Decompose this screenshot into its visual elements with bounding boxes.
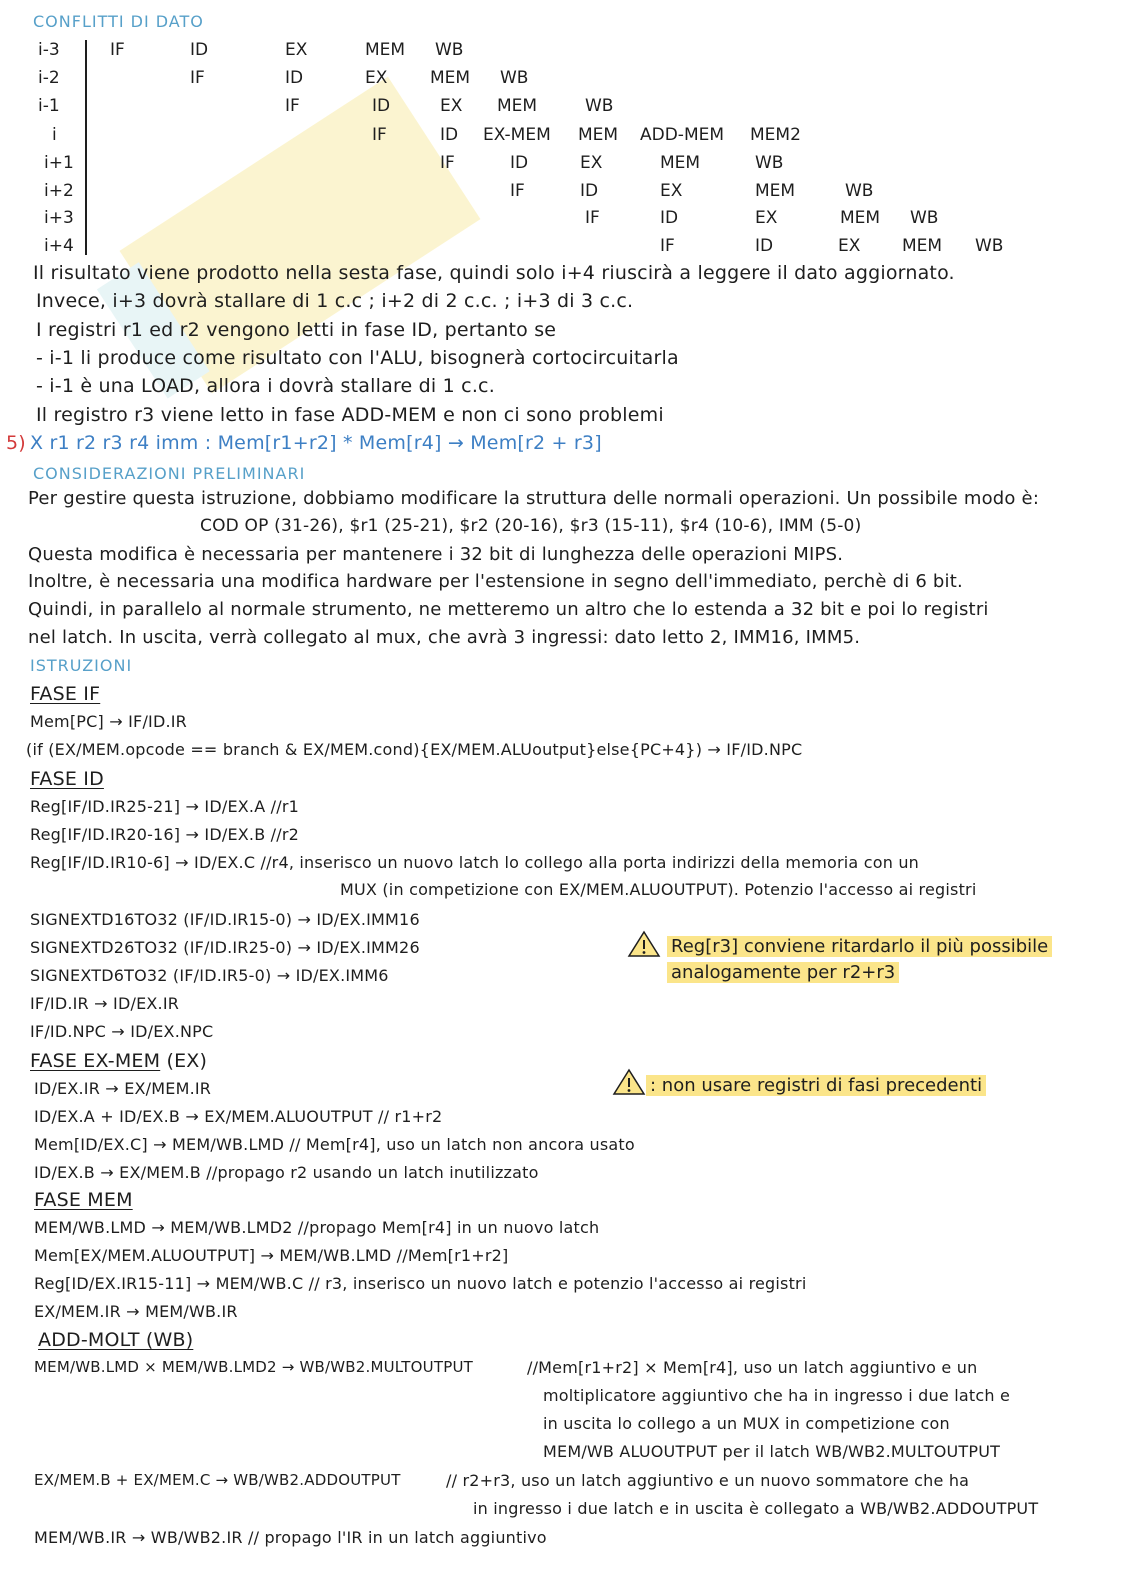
pipeline-stage: IF bbox=[285, 96, 300, 116]
phase-id-line-4: MUX (in competizione con EX/MEM.ALUOUTPUT). Potenzio l'accesso ai registri bbox=[340, 880, 977, 899]
phase-ex-line-4: ID/EX.B → EX/MEM.B //propago r2 usando un latch inutilizzato bbox=[34, 1163, 539, 1182]
pipeline-stage: ID bbox=[755, 236, 774, 256]
pipeline-stage: ID bbox=[510, 153, 529, 173]
pipeline-stage: MEM bbox=[902, 236, 943, 256]
pipeline-row-label: i+3 bbox=[44, 208, 74, 228]
prelim-line-4: Inoltre, è necessaria una modifica hardware per l'estensione in segno dell'immediato, perchè di 6 bit. bbox=[28, 571, 963, 592]
pipeline-stage: EX bbox=[755, 208, 778, 228]
pipeline-row-label: i-2 bbox=[38, 68, 60, 88]
section-title-prelim: CONSIDERAZIONI PRELIMINARI bbox=[33, 464, 306, 483]
section-title-conflicts: CONFLITTI DI DATO bbox=[33, 12, 204, 31]
phase-add-comment-1c: in uscita lo collego a un MUX in competizione con bbox=[543, 1414, 950, 1433]
prelim-line-6: nel latch. In uscita, verrà collegato al mux, che avrà 3 ingressi: dato letto 2, IMM16, IMM5. bbox=[28, 627, 861, 648]
note-r2-r3: analogamente per r2+r3 bbox=[667, 962, 899, 983]
phase-id-line-9: IF/ID.NPC → ID/EX.NPC bbox=[30, 1022, 214, 1041]
phase-if-title: FASE IF bbox=[30, 683, 101, 705]
pipeline-stage: EX-MEM bbox=[483, 125, 551, 145]
phase-ex-title: FASE EX-MEM bbox=[30, 1050, 161, 1072]
phase-add-line-1: MEM/WB.LMD × MEM/WB.LMD2 → WB/WB2.MULTOUTPUT bbox=[34, 1358, 473, 1376]
table-divider bbox=[85, 40, 87, 255]
pipeline-stage: IF bbox=[585, 208, 600, 228]
exercise-number: 5) bbox=[6, 432, 26, 454]
pipeline-stage: IF bbox=[372, 125, 387, 145]
phase-add-comment-2a: // r2+r3, uso un latch aggiuntivo e un nuovo sommatore che ha bbox=[446, 1471, 970, 1490]
prelim-line-1: Per gestire questa istruzione, dobbiamo modificare la struttura delle normali operazioni. Un possibile modo è: bbox=[28, 488, 1040, 509]
phase-ex-line-2: ID/EX.A + ID/EX.B → EX/MEM.ALUOUTPUT // r1+r2 bbox=[34, 1107, 443, 1126]
pipeline-stage: EX bbox=[580, 153, 603, 173]
phase-if-line-2: (if (EX/MEM.opcode == branch & EX/MEM.cond){EX/MEM.ALUoutput}else{PC+4}) → IF/ID.NPC bbox=[26, 740, 803, 759]
phase-mem-line-4: EX/MEM.IR → MEM/WB.IR bbox=[34, 1302, 238, 1321]
pipeline-stage: ID bbox=[190, 40, 209, 60]
note-reg-r3: Reg[r3] conviene ritardarlo il più possibile bbox=[667, 936, 1052, 957]
phase-id-line-7: SIGNEXTD6TO32 (IF/ID.IR5-0) → ID/EX.IMM6 bbox=[30, 966, 389, 985]
analysis-line-2: Invece, i+3 dovrà stallare di 1 c.c ; i+2 di 2 c.c. ; i+3 di 3 c.c. bbox=[36, 290, 634, 312]
phase-id-line-3: Reg[IF/ID.IR10-6] → ID/EX.C //r4, inserisco un nuovo latch lo collego alla porta indirizzi della memoria con un bbox=[30, 853, 920, 872]
analysis-line-4: - i-1 li produce come risultato con l'ALU, bisognerà cortocircuitarla bbox=[36, 347, 679, 369]
phase-ex-suffix: (EX) bbox=[166, 1050, 208, 1072]
phase-mem-line-3: Reg[ID/EX.IR15-11] → MEM/WB.C // r3, inserisco un nuovo latch e potenzio l'accesso ai registri bbox=[34, 1274, 807, 1293]
phase-add-comment-2b: in ingresso i due latch e in uscita è collegato a WB/WB2.ADDOUTPUT bbox=[473, 1499, 1039, 1518]
pipeline-stage: EX bbox=[440, 96, 463, 116]
analysis-line-5: - i-1 è una LOAD, allora i dovrà stallare di 1 c.c. bbox=[36, 375, 495, 397]
pipeline-stage: EX bbox=[365, 68, 388, 88]
pipeline-stage: IF bbox=[660, 236, 675, 256]
prelim-format: COD OP (31-26), $r1 (25-21), $r2 (20-16), $r3 (15-11), $r4 (10-6), IMM (5-0) bbox=[200, 516, 862, 536]
phase-id-line-1: Reg[IF/ID.IR25-21] → ID/EX.A //r1 bbox=[30, 797, 299, 816]
pipeline-row-label: i+2 bbox=[44, 181, 74, 201]
pipeline-stage: MEM bbox=[365, 40, 406, 60]
pipeline-stage: WB bbox=[585, 96, 614, 116]
note-registri: : non usare registri di fasi precedenti bbox=[646, 1075, 986, 1096]
pipeline-row-label: i+1 bbox=[44, 153, 74, 173]
pipeline-row-label: i+4 bbox=[44, 236, 74, 256]
phase-mem-line-2: Mem[EX/MEM.ALUOUTPUT] → MEM/WB.LMD //Mem[r1+r2] bbox=[34, 1246, 509, 1265]
phase-id-line-8: IF/ID.IR → ID/EX.IR bbox=[30, 994, 180, 1013]
pipeline-stage: WB bbox=[975, 236, 1004, 256]
phase-add-comment-1b: moltiplicatore aggiuntivo che ha in ingresso i due latch e bbox=[543, 1386, 1010, 1405]
pipeline-row-label: i-3 bbox=[38, 40, 60, 60]
phase-id-title: FASE ID bbox=[30, 768, 104, 790]
warning-icon bbox=[627, 930, 661, 958]
phase-id-line-2: Reg[IF/ID.IR20-16] → ID/EX.B //r2 bbox=[30, 825, 300, 844]
pipeline-stage: EX bbox=[285, 40, 308, 60]
phase-add-comment-1a: //Mem[r1+r2] × Mem[r4], uso un latch aggiuntivo e un bbox=[527, 1358, 978, 1377]
pipeline-stage: ID bbox=[372, 96, 391, 116]
phase-ex-line-1: ID/EX.IR → EX/MEM.IR bbox=[34, 1079, 212, 1098]
pipeline-stage: WB bbox=[500, 68, 529, 88]
pipeline-stage: MEM bbox=[660, 153, 701, 173]
pipeline-stage: MEM bbox=[840, 208, 881, 228]
pipeline-stage: ID bbox=[660, 208, 679, 228]
phase-id-line-6: SIGNEXTD26TO32 (IF/ID.IR25-0) → ID/EX.IMM26 bbox=[30, 938, 420, 957]
pipeline-stage: EX bbox=[660, 181, 683, 201]
pipeline-row-label: i-1 bbox=[38, 96, 60, 116]
pipeline-stage: MEM2 bbox=[750, 125, 801, 145]
exercise-formula: X r1 r2 r3 r4 imm : Mem[r1+r2] * Mem[r4] → Mem[r2 + r3] bbox=[30, 432, 602, 454]
phase-add-line-3: MEM/WB.IR → WB/WB2.IR // propago l'IR in un latch aggiuntivo bbox=[34, 1528, 547, 1547]
pipeline-stage: MEM bbox=[755, 181, 796, 201]
pipeline-stage: ADD-MEM bbox=[640, 125, 725, 145]
pipeline-stage: WB bbox=[755, 153, 784, 173]
phase-add-comment-1d: MEM/WB ALUOUTPUT per il latch WB/WB2.MULTOUTPUT bbox=[543, 1442, 1001, 1461]
analysis-line-1: Il risultato viene prodotto nella sesta fase, quindi solo i+4 riuscirà a leggere il dato aggiornato. bbox=[33, 262, 955, 284]
prelim-line-5: Quindi, in parallelo al normale strumento, ne metteremo un altro che lo estenda a 32 bit e poi lo registri bbox=[28, 599, 989, 620]
pipeline-stage: IF bbox=[190, 68, 205, 88]
pipeline-stage: MEM bbox=[430, 68, 471, 88]
pipeline-stage: IF bbox=[440, 153, 455, 173]
pipeline-stage: WB bbox=[910, 208, 939, 228]
pipeline-row-label: i bbox=[52, 125, 57, 145]
phase-mem-title: FASE MEM bbox=[34, 1189, 133, 1211]
pipeline-stage: MEM bbox=[497, 96, 538, 116]
phase-id-line-5: SIGNEXTD16TO32 (IF/ID.IR15-0) → ID/EX.IMM16 bbox=[30, 910, 420, 929]
pipeline-stage: EX bbox=[838, 236, 861, 256]
prelim-line-3: Questa modifica è necessaria per mantenere i 32 bit di lunghezza delle operazioni MIPS. bbox=[28, 544, 844, 565]
pipeline-stage: IF bbox=[510, 181, 525, 201]
pipeline-stage: IF bbox=[110, 40, 125, 60]
pipeline-stage: ID bbox=[440, 125, 459, 145]
phase-ex-header bbox=[30, 1050, 207, 1072]
phase-ex-line-3: Mem[ID/EX.C] → MEM/WB.LMD // Mem[r4], uso un latch non ancora usato bbox=[34, 1135, 635, 1154]
pipeline-stage: ID bbox=[580, 181, 599, 201]
pipeline-stage: WB bbox=[845, 181, 874, 201]
analysis-line-3: I registri r1 ed r2 vengono letti in fase ID, pertanto se bbox=[36, 319, 557, 341]
pipeline-stage: WB bbox=[435, 40, 464, 60]
phase-if-line-1: Mem[PC] → IF/ID.IR bbox=[30, 712, 187, 731]
pipeline-stage: ID bbox=[285, 68, 304, 88]
phase-mem-line-1: MEM/WB.LMD → MEM/WB.LMD2 //propago Mem[r4] in un nuovo latch bbox=[34, 1218, 600, 1237]
phase-add-line-2: EX/MEM.B + EX/MEM.C → WB/WB2.ADDOUTPUT bbox=[34, 1471, 401, 1489]
pipeline-stage: MEM bbox=[578, 125, 619, 145]
section-title-istruzioni: ISTRUZIONI bbox=[30, 656, 133, 675]
phase-add-title: ADD-MOLT (WB) bbox=[38, 1329, 194, 1351]
analysis-line-6: Il registro r3 viene letto in fase ADD-MEM e non ci sono problemi bbox=[36, 404, 664, 426]
warning-icon bbox=[612, 1068, 646, 1096]
